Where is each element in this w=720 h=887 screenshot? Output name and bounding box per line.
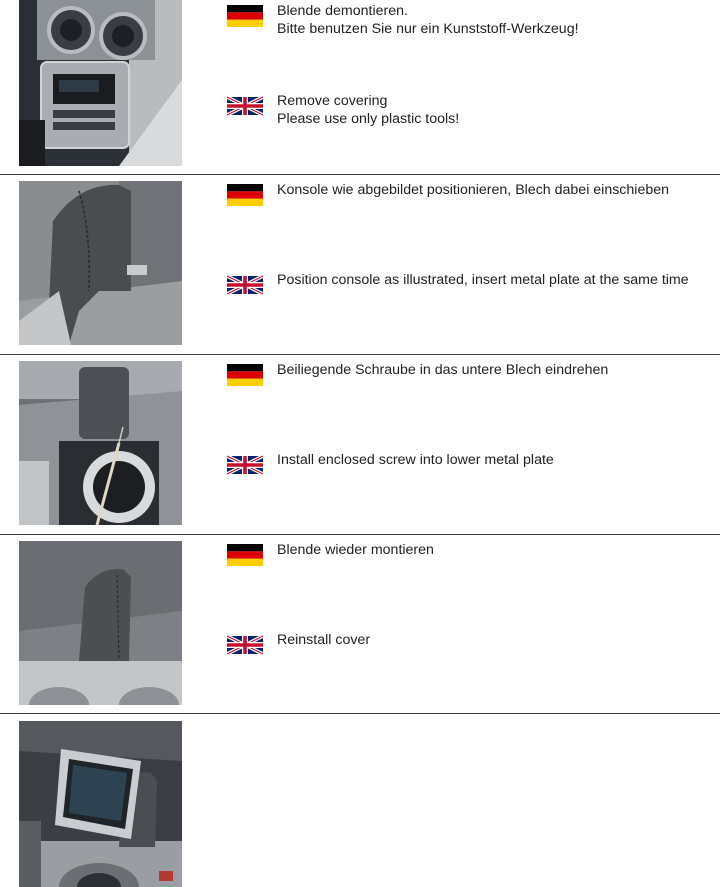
instruction-step-5 [0,714,720,887]
instruction-step-3 [0,355,720,534]
step-3-de-line-1: Beiliegende Schraube in das untere Blech eindrehen [277,362,609,378]
step-2-de-line-1: Konsole wie abgebildet positionieren, Blech dabei einschieben [277,182,670,198]
step-1-en-line-2: Please use only plastic tools! [277,111,460,127]
flag-uk-icon [227,95,263,117]
cover-reinstalled-photo [19,541,182,705]
flag-germany-icon [227,364,263,386]
flag-uk-icon [227,634,263,656]
flag-germany-icon [227,544,263,566]
instruction-step-2 [0,175,720,354]
instruction-step-4 [0,535,720,713]
mounted-navigation-device-photo [19,721,182,887]
dashboard-center-radio-photo [19,0,182,166]
step-2-en-line-1: Position console as illustrated, insert metal plate at the same time [277,272,689,288]
step-3-en-line-1: Install enclosed screw into lower metal plate [277,452,554,468]
step-4-en-line-1: Reinstall cover [277,632,371,648]
screw-installation-photo [19,361,182,525]
step-1-en-line-1: Remove covering [277,93,388,109]
instruction-step-1 [0,0,720,174]
step-1-de-line-1: Blende demontieren. [277,3,408,19]
flag-uk-icon [227,454,263,476]
step-4-de-line-1: Blende wieder montieren [277,542,434,558]
flag-uk-icon [227,274,263,296]
console-positioning-photo [19,181,182,345]
step-1-de-line-2: Bitte benutzen Sie nur ein Kunststoff-Werkzeug! [277,21,579,37]
flag-germany-icon [227,184,263,206]
flag-germany-icon [227,5,263,27]
